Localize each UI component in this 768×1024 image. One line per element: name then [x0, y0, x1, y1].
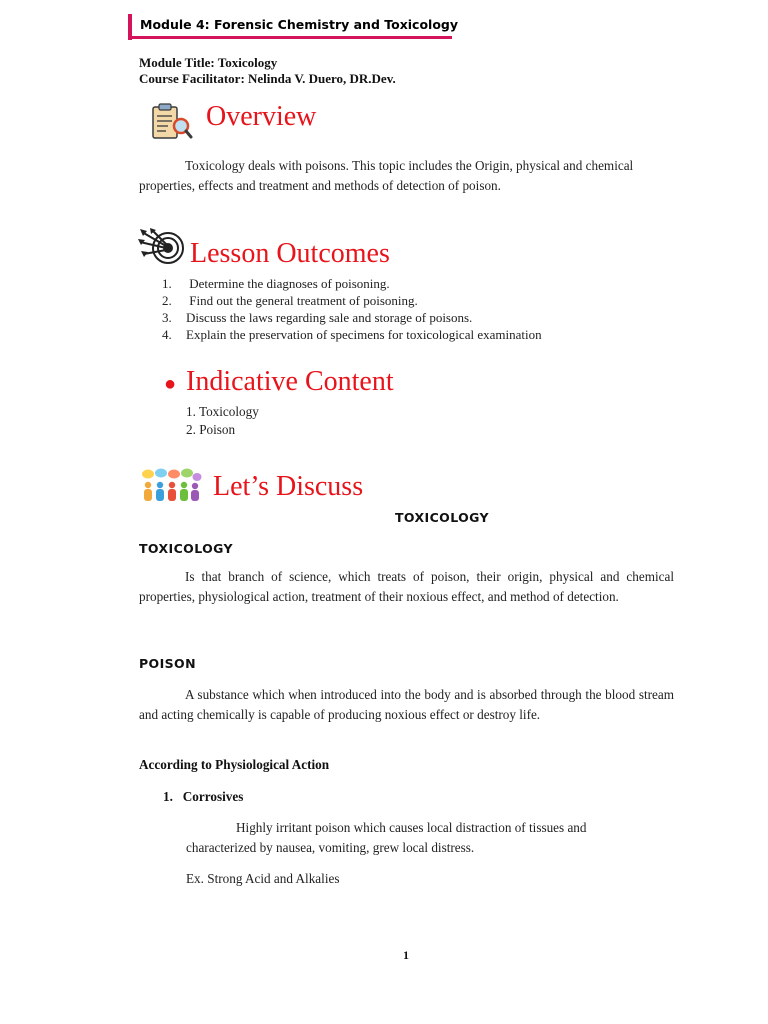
lets-discuss-title: Let’s Discuss [213, 471, 364, 502]
list-item: 1. Determine the diagnoses of poisoning. [162, 276, 390, 291]
list-item: 4. Explain the preservation of specimens for toxicological examination [162, 327, 542, 342]
indicative-content-title: Indicative Content [186, 366, 394, 397]
indicative-item: 1. Toxicology [186, 404, 259, 419]
module-label: Module 4: Forensic Chemistry and Toxicology [140, 17, 459, 32]
indicative-item: 2. Poison [186, 422, 236, 437]
lesson-outcomes-title: Lesson Outcomes [190, 238, 390, 269]
module-header [128, 14, 459, 38]
toxicology-heading: TOXICOLOGY [139, 541, 233, 556]
overview-title: Overview [206, 101, 317, 132]
list-item: 2. Find out the general treatment of poisoning. [162, 293, 418, 308]
clipboard-magnifier-icon [150, 102, 194, 142]
header-underline [132, 36, 452, 39]
poison-heading: POISON [139, 656, 196, 671]
page-number: 1 [403, 948, 409, 962]
module-title: Module Title: Toxicology [139, 55, 278, 70]
center-heading: TOXICOLOGY [395, 510, 489, 525]
outcomes-list [162, 276, 542, 344]
corrosives-text: Highly irritant poison which causes local distraction of tissues and characterized by nausea, vomiting, grew local distress. [186, 820, 587, 855]
poison-text: A substance which when introduced into the body and is absorbed through the blood stream and acting chemically is capable of producing noxious effect or destroy life. [139, 687, 674, 722]
toxicology-text: Is that branch of science, which treats of poison, their origin, physical and chemical properties, physiological action, treatment of their noxious effect, and method of detection. [139, 569, 674, 604]
darts-target-icon [138, 228, 190, 268]
overview-text: Toxicology deals with poisons. This topic includes the Origin, physical and chemical properties, effects and treatment and methods of detection of poison. [139, 158, 634, 193]
corrosives-heading: 1. Corrosives [163, 789, 244, 804]
list-item: 3. Discuss the laws regarding sale and storage of poisons. [162, 310, 473, 325]
physiological-action-heading: According to Physiological Action [139, 757, 330, 772]
corrosives-example: Ex. Strong Acid and Alkalies [186, 871, 340, 886]
people-speech-bubbles-icon [140, 468, 202, 504]
bullet-icon: ● [164, 373, 177, 395]
course-facilitator: Course Facilitator: Nelinda V. Duero, DR.Dev. [139, 71, 396, 86]
